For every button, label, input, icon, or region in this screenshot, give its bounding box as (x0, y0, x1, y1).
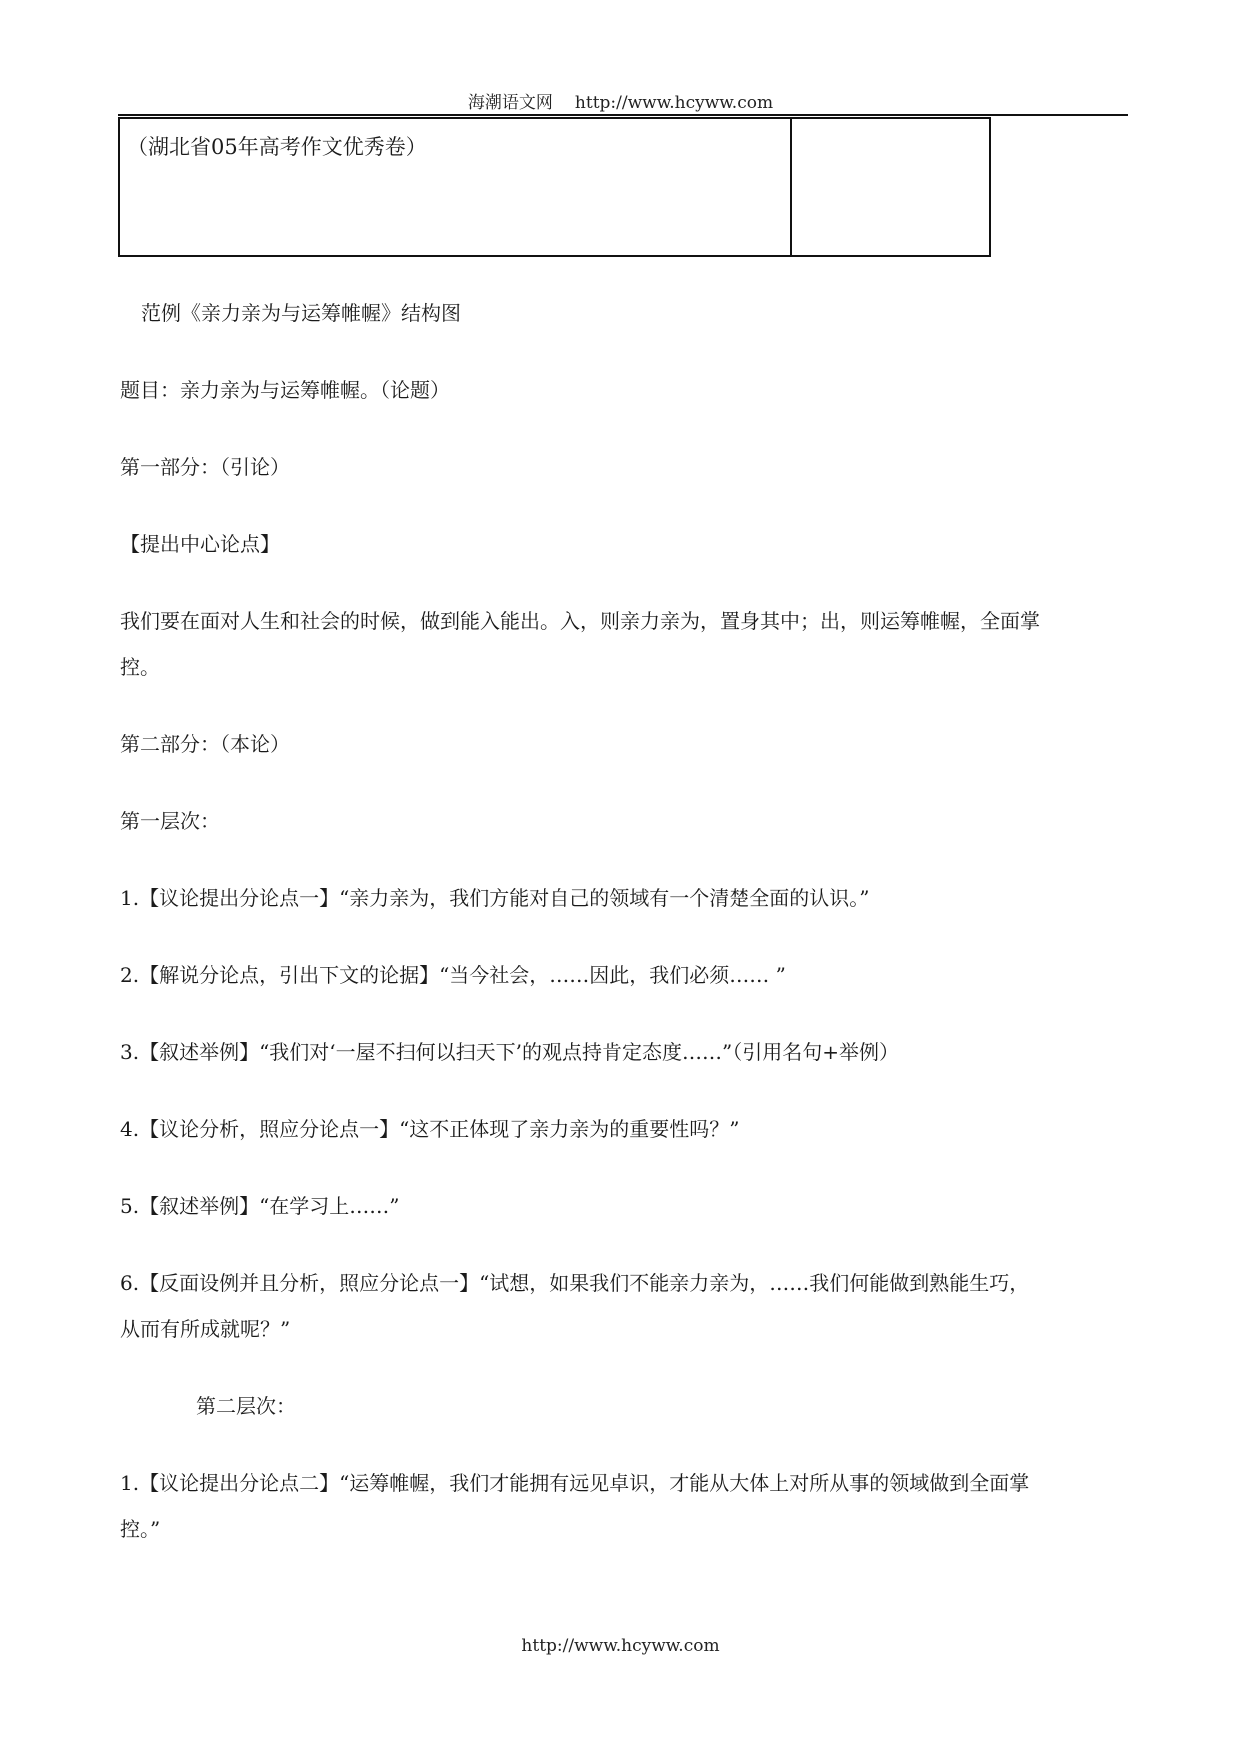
part1-heading: 第一部分：（引论） (120, 455, 290, 479)
level1-item: 5.【叙述举例】“在学习上……” (120, 1194, 400, 1218)
level1-item: 1.【议论提出分论点一】“亲力亲为，我们方能对自己的领域有一个清楚全面的认识。” (120, 886, 870, 910)
structure-title: 范例《亲力亲为与运筹帷幄》结构图 (141, 301, 461, 325)
header-rule (118, 114, 1128, 116)
source-cell-text: （湖北省05年高考作文优秀卷） (127, 135, 427, 159)
site-name: 海潮语文网 (467, 93, 553, 113)
part2-heading: 第二部分：（本论） (120, 732, 290, 756)
central-thesis-label: 【提出中心论点】 (120, 532, 280, 556)
footer-url: http://www.hcyww.com (521, 1636, 720, 1656)
level1-heading: 第一层次： (120, 809, 220, 833)
source-box-table (118, 117, 991, 257)
level1-item: 2.【解说分论点，引出下文的论据】“当今社会，……因此，我们必须…… ” (120, 963, 786, 987)
level1-item6-line2: 从而有所成就呢？” (120, 1317, 291, 1341)
level2-heading: 第二层次： (196, 1394, 296, 1418)
level1-item6-line1: 6.【反面设例并且分析，照应分论点一】“试想，如果我们不能亲力亲为，……我们何能做到熟能生巧， (120, 1271, 1030, 1295)
central-thesis-line1: 我们要在面对人生和社会的时候，做到能入能出。入，则亲力亲为，置身其中；出，则运筹帷幄，全面掌 (120, 609, 1040, 633)
central-thesis-line2: 控。 (120, 655, 160, 679)
header-url: http://www.hcyww.com (574, 93, 774, 113)
table-divider (790, 119, 792, 255)
level1-item: 4.【议论分析，照应分论点一】“这不正体现了亲力亲为的重要性吗？” (120, 1117, 740, 1141)
topic-line: 题目：亲力亲为与运筹帷幄。（论题） (120, 378, 450, 402)
page-footer (0, 1636, 1241, 1656)
level2-item1-line2: 控。” (120, 1517, 161, 1541)
level1-item: 3.【叙述举例】“我们对‘一屋不扫何以扫天下’的观点持肯定态度……”（引用名句+举例） (120, 1040, 900, 1064)
level2-item1-line1: 1.【议论提出分论点二】“运筹帷幄，我们才能拥有远见卓识，才能从大体上对所从事的领域做到全面掌 (120, 1471, 1030, 1495)
page-header (0, 88, 1241, 113)
